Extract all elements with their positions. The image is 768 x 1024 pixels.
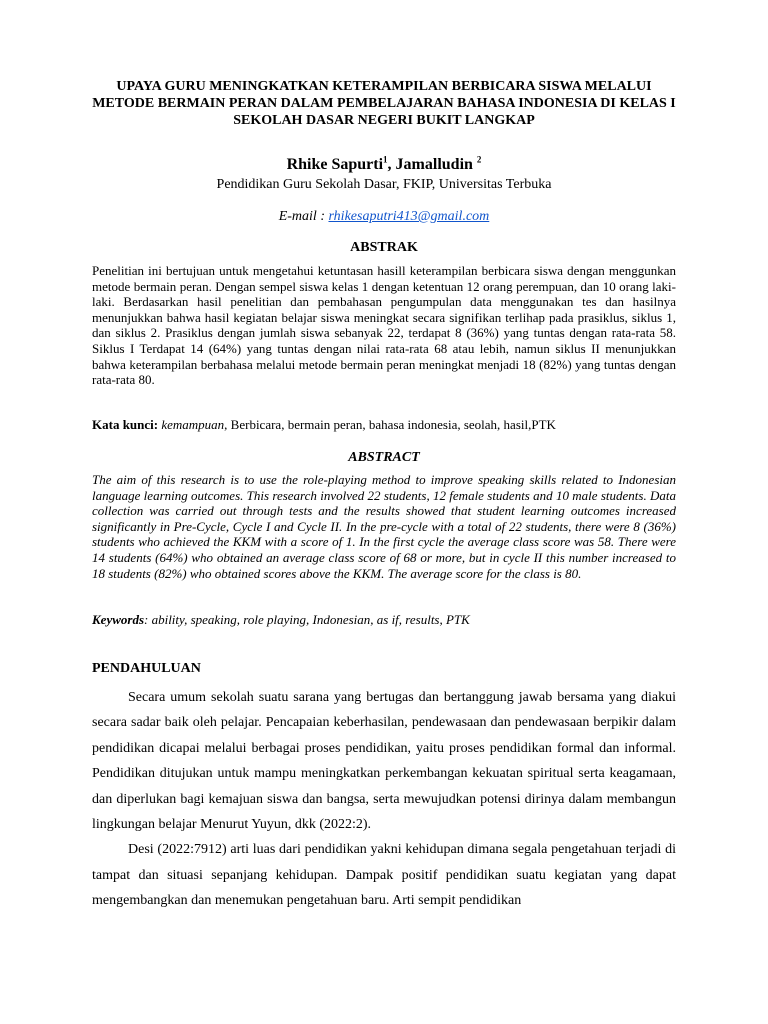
kata-kunci-rest: , Berbicara, bermain peran, bahasa indonesia, seolah, hasil,PTK (224, 417, 556, 432)
keywords-text: : ability, speaking, role playing, Indonesian, as if, results, PTK (144, 612, 470, 627)
author-2: Jamalludin (395, 156, 477, 173)
pendahuluan-heading: PENDAHULUAN (92, 661, 201, 676)
keywords-line (92, 612, 676, 628)
affiliation: Pendidikan Guru Sekolah Dasar, FKIP, Universitas Terbuka (216, 177, 552, 192)
kata-kunci-line (92, 417, 676, 433)
email-line (92, 208, 676, 225)
kata-kunci-first: kemampuan (161, 417, 225, 432)
pendahuluan-body (92, 685, 676, 914)
keywords-label: Keywords (92, 612, 144, 627)
author-separator: , (387, 156, 396, 173)
abstrak-heading: ABSTRAK (350, 240, 418, 255)
author-2-affiliation-mark: 2 (476, 154, 482, 165)
email-link[interactable]: rhikesaputri413@gmail.com (328, 209, 490, 224)
paragraph: Secara umum sekolah suatu sarana yang bertugas dan bertanggung jawab bersama yang diakui secara sadar baik oleh pelajar. Pencapaian keberhasilan, pendewasaan dan pendewasaan berpikir dalam pendidikan dicapai melalui berbagai proses pendidikan, yaitu proses pendidikan formal dan informal. Pendidikan ditujukan untuk mampu meningkatkan perkembangan kekuatan spiritual serta keagamaan, dan diperlukan bagi kemajuan siswa dan bangsa, serta mewujudkan potensi dirinya dalam membangun lingkungan belajar Menurut Yuyun, dkk (2022:2). (92, 690, 676, 833)
author-line (92, 155, 676, 175)
author-1-affiliation-mark: 1 (383, 154, 388, 165)
abstract-heading: ABSTRACT (348, 450, 420, 465)
abstrak-text: Penelitian ini bertujuan untuk mengetahui ketuntasan hasill keterampilan berbicara siswa dengan menggunkan metode bermain peran. Dengan sempel siswa kelas 1 dengan ketentuan 12 orang perempuan, dan 10 orang laki-laki. Berdasarkan hasil penelitian dan pembahasan pengumpulan data menggunakan tes dan hasilnya menunjukkan bahwa hasil kegiatan belajar siswa meningkat secara signifikan terlihap pada prasiklus, siklus 1, dan siklus 2. Prasiklus dengan jumlah siswa sebanyak 22, terdapat 8 (36%) yang tuntas dengan rata-rata 58. Siklus I Terdapat 14 (64%) yang tuntas dengan nilai rata-rata 68 atau lebih, namun siklus II menunjukkan bahwa keterampilan berbahasa melalui metode bermain peran meningkat menjadi 18 (82%) yang tuntas dengan rata-rata 80. (92, 263, 676, 388)
email-label: E-mail : (278, 209, 329, 224)
abstract-text: The aim of this research is to use the role-playing method to improve speaking skills related to Indonesian language learning outcomes. This research involved 22 students, 12 female students and 10 male students. Data collection was carried out through tests and the results showed that student learning outcomes increased significantly in Pre-Cycle, Cycle I and Cycle II. In the pre-cycle with a total of 22 students, there were 8 (36%) students who achieved the KKM with a score of 1. In the first cycle the average class score was 58. There were 14 students (64%) who obtained an average class score of 68 or more, but in cycle II this number increased to 18 students (82%) who obtained scores above the KKM. The average score for the class is 80. (92, 472, 676, 581)
kata-kunci-label: Kata kunci: (92, 417, 159, 432)
paper-title: UPAYA GURU MENINGKATKAN KETERAMPILAN BERBICARA SISWA MELALUI METODE BERMAIN PERAN DALAM PEMBELAJARAN BAHASA INDONESIA DI KELAS I SEKOLAH DASAR NEGERI BUKIT LANGKAP (92, 79, 676, 128)
paragraph: Desi (2022:7912) arti luas dari pendidikan yakni kehidupan dimana segala pengetahuan terjadi di tampat dan situasi sepanjang kehidupan. Dampak positif pendidikan suatu kegiatan yang dapat mengembangkan dan menemukan pengetahuan baru. Arti sempit pendidikan (92, 842, 676, 909)
author-1: Rhike Sapurti (286, 156, 384, 173)
